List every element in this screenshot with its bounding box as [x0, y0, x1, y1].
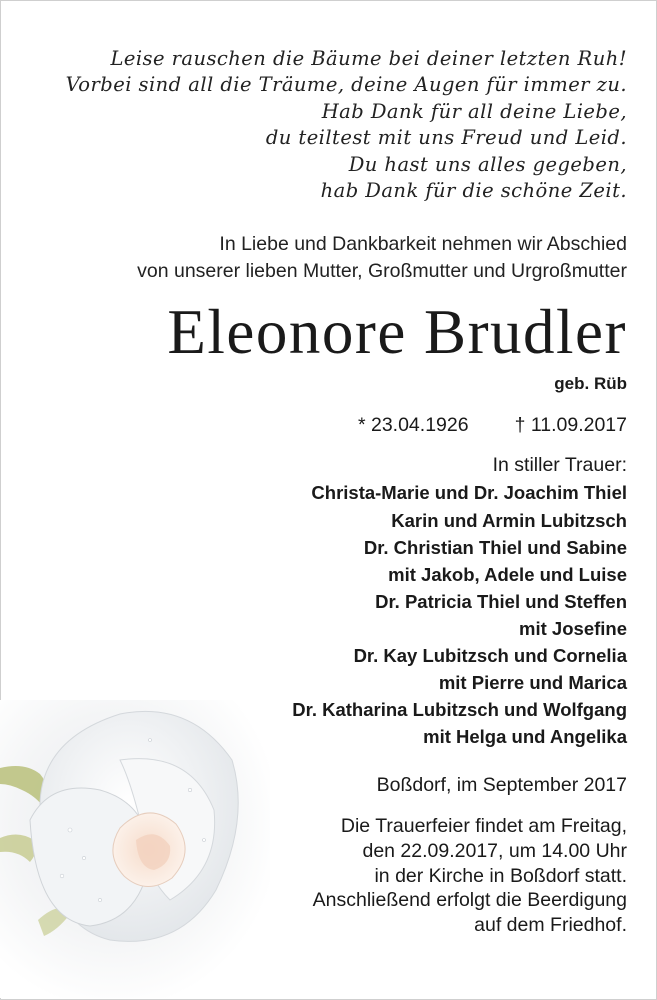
death-date: † 11.09.2017 — [514, 414, 627, 437]
funeral-line: Anschließend erfolgt die Beerdigung — [312, 889, 627, 912]
poem-line: hab Dank für die schöne Zeit. — [320, 179, 627, 203]
maiden-name: geb. Rüb — [554, 374, 627, 394]
mourning-heading: In stiller Trauer: — [492, 454, 627, 477]
funeral-line: auf dem Friedhof. — [474, 913, 627, 936]
mourner-line: Dr. Patricia Thiel und Steffen — [375, 590, 627, 612]
mourner-line: Dr. Christian Thiel und Sabine — [363, 536, 627, 558]
mourner-line: mit Jakob, Adele und Luise — [388, 563, 627, 585]
mourners-list — [27, 479, 627, 750]
poem-line: Vorbei sind all die Träume, deine Augen für immer zu. — [65, 73, 627, 97]
poem-line: Du hast uns alles gegeben, — [348, 152, 627, 176]
deceased-name: Eleonore Brudler — [167, 297, 627, 368]
funeral-info — [27, 814, 627, 937]
mourner-line: mit Josefine — [519, 617, 627, 639]
mourner-line: Dr. Katharina Lubitzsch und Wolfgang — [292, 699, 627, 721]
mourner-line: Karin und Armin Lubitzsch — [391, 509, 627, 531]
mourner-line: mit Pierre und Marica — [438, 672, 627, 694]
funeral-line: Die Trauerfeier findet am Freitag, — [340, 815, 627, 838]
place-date: Boßdorf, im September 2017 — [376, 774, 627, 797]
mourner-line: mit Helga und Angelika — [423, 726, 627, 748]
obituary-content — [27, 46, 627, 937]
poem-line: Hab Dank für all deine Liebe, — [321, 99, 627, 123]
intro-line: In Liebe und Dankbarkeit nehmen wir Abschied — [219, 233, 627, 256]
birth-date: * 23.04.1926 — [357, 414, 469, 437]
funeral-line: in der Kirche in Boßdorf statt. — [374, 864, 627, 887]
life-dates — [27, 412, 627, 438]
poem-line: du teiltest mit uns Freud und Leid. — [265, 126, 627, 150]
funeral-line: den 22.09.2017, um 14.00 Uhr — [362, 839, 627, 862]
mourner-line: Dr. Kay Lubitzsch und Cornelia — [353, 645, 627, 666]
poem-line: Leise rauschen die Bäume bei deiner letzten Ruh! — [110, 47, 627, 70]
intro-line: von unserer lieben Mutter, Großmutter und Urgroßmutter — [137, 260, 627, 283]
farewell-intro — [27, 231, 627, 285]
mourner-line: Christa-Marie und Dr. Joachim Thiel — [311, 482, 627, 504]
poem — [27, 46, 627, 204]
